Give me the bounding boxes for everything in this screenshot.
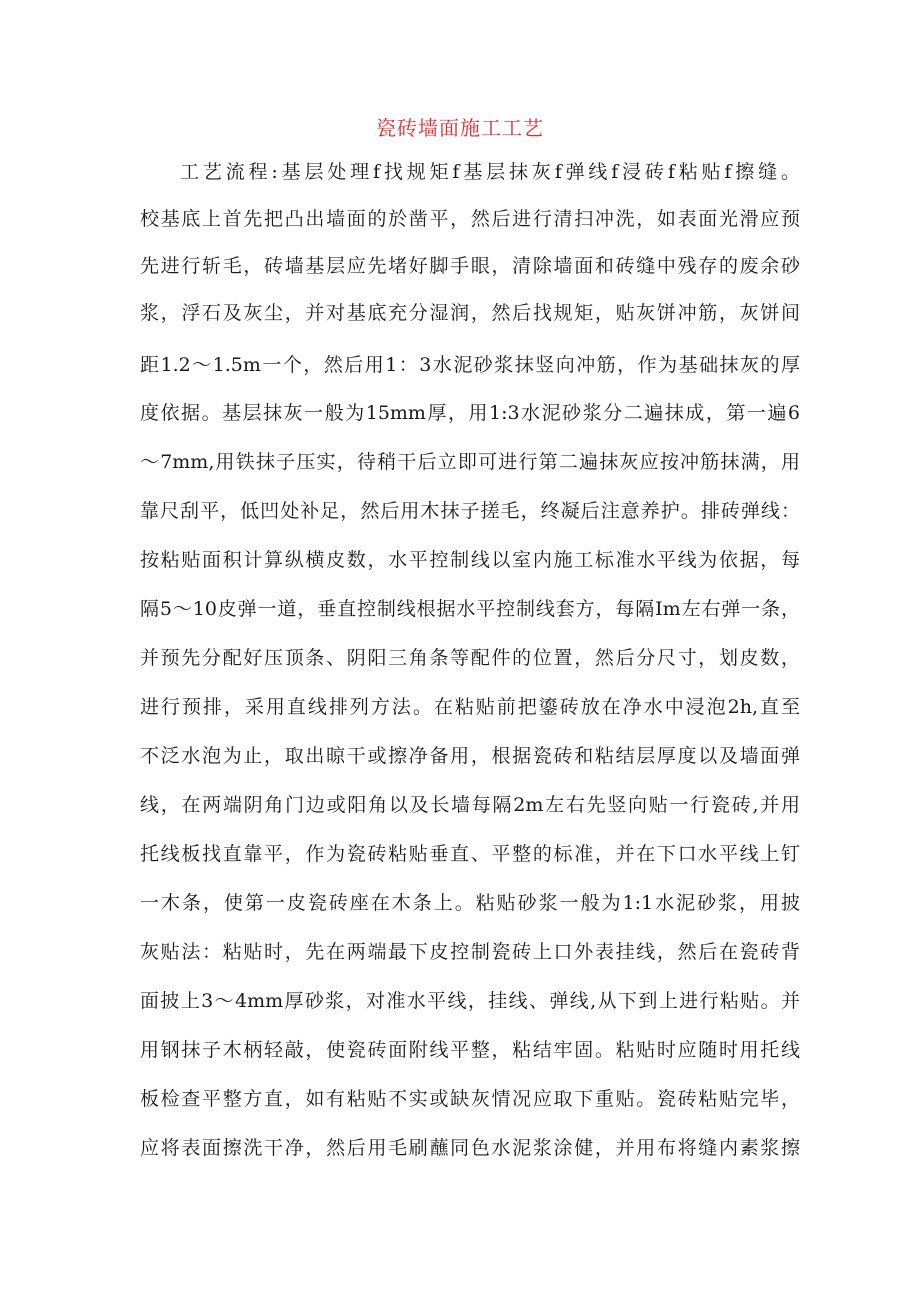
paragraph-line: 线，在两端阴角门边或阳角以及长墙每隔2m左右先竖向贴一行瓷砖,并用 xyxy=(140,794,800,816)
paragraph-line: 进行预排，采用直线排列方法。在粘贴前把鎏砖放在净水中浸泡2h,直至 xyxy=(140,696,800,718)
paragraph-line: 靠尺刮平，低凹处补足，然后用木抹子搓毛，终凝后注意养护。排砖弹线： xyxy=(140,500,800,522)
paragraph-line: 不泛水泡为止，取出晾干或擦净备用，根据瓷砖和粘结层厚度以及墙面弹 xyxy=(140,745,800,767)
paragraph-line: 校基底上首先把凸出墙面的於凿平，然后进行清扫冲洗，如表面光滑应预 xyxy=(140,208,800,230)
paragraph-line: 先进行斩毛，砖墙基层应先堵好脚手眼，清除墙面和砖缝中残存的废余砂 xyxy=(140,255,800,277)
paragraph-line: 并预先分配好压顶条、阴阳三角条等配件的位置，然后分尺寸，划皮数， xyxy=(140,647,800,669)
document-title: 瓷砖墙面施工工艺 xyxy=(376,116,544,140)
paragraph-line: 面披上3～4mm厚砂浆，对准水平线，挂线、弹线,从下到上进行粘贴。并 xyxy=(140,990,800,1012)
paragraph-line: 托线板找直靠平，作为瓷砖粘贴垂直、平整的标准，并在下口水平线上钉 xyxy=(140,843,800,865)
paragraph-line: 度依据。基层抹灰一般为15mm厚，用1:3水泥砂浆分二遍抹成，第一遍6 xyxy=(140,402,800,424)
paragraph-line: 一木条，使第一皮瓷砖座在木条上。粘贴砂浆一般为1:1水泥砂浆，用披 xyxy=(140,892,800,914)
paragraph-line: 工艺流程:基层处理f找规矩f基层抹灰f弹线f浸砖f粘贴f擦缝。 xyxy=(180,161,800,183)
paragraph-line: 按粘贴面积计算纵横皮数，水平控制线以室内施工标准水平线为依据，每 xyxy=(140,549,800,571)
paragraph-line: 板检查平整方直，如有粘贴不实或缺灰情况应取下重贴。瓷砖粘贴完毕， xyxy=(140,1088,800,1110)
paragraph-line: 灰贴法：粘贴时，先在两端最下皮控制瓷砖上口外表挂线，然后在瓷砖背 xyxy=(140,941,800,963)
paragraph-line: ～7mm,用铁抹子压实，待稍干后立即可进行第二遍抹灰应按冲筋抹满，用 xyxy=(140,451,800,473)
paragraph-line: 用钢抹子木柄轻敲，使瓷砖面附线平整，粘结牢固。粘贴时应随时用托线 xyxy=(140,1039,800,1061)
paragraph-line: 应将表面擦洗干净，然后用毛刷蘸同色水泥浆涂健，并用布将缝内素浆擦 xyxy=(140,1137,800,1159)
paragraph-line: 距1.2～1.5m一个，然后用1：3水泥砂浆抹竖向冲筋，作为基础抹灰的厚 xyxy=(140,354,800,376)
paragraph-line: 浆，浮石及灰尘，并对基底充分湿润，然后找规矩，贴灰饼冲筋，灰饼间 xyxy=(140,302,800,324)
paragraph-line: 隔5～10皮弹一道，垂直控制线根据水平控制线套方，每隔Im左右弹一条， xyxy=(140,598,800,620)
